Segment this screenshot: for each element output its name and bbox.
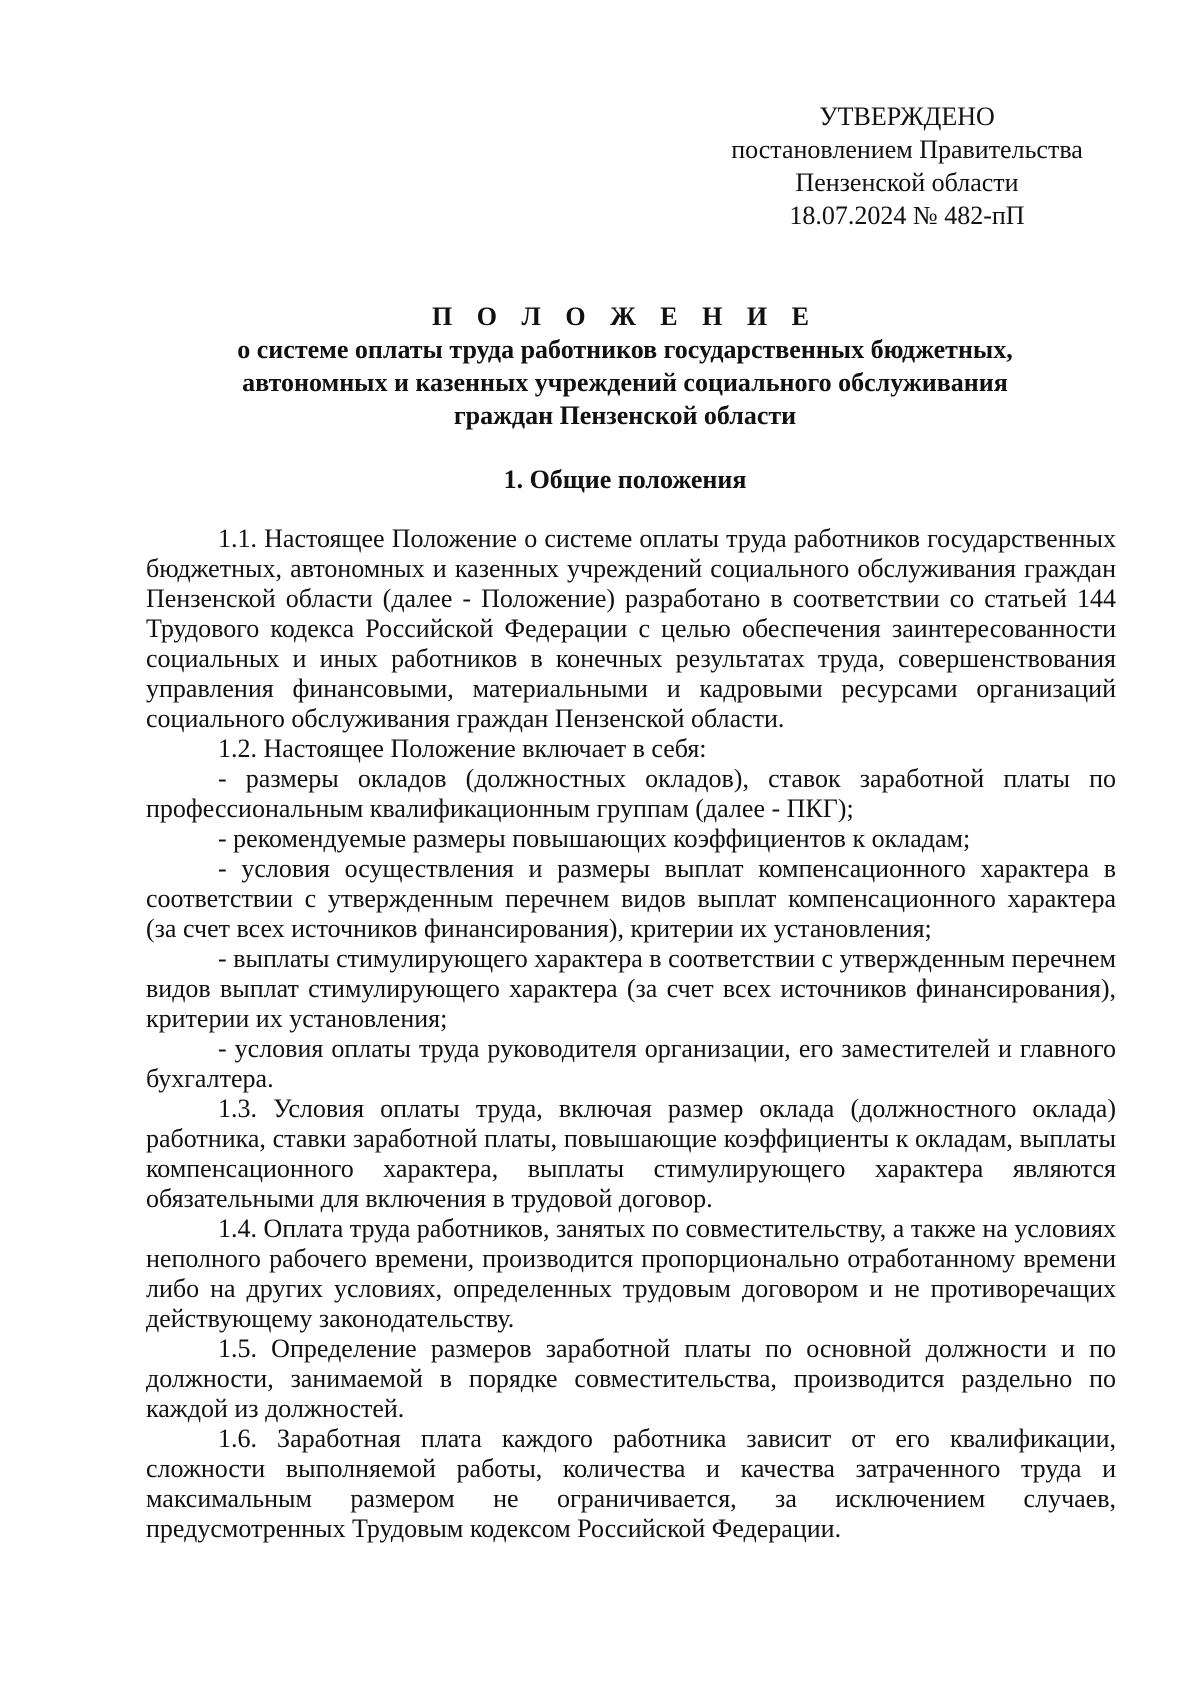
list-item: - выплаты стимулирующего характера в соответствии с утвержденным перечнем видов выплат стимулирующего характера (за счет всех источников финансирования), критерии их установления; xyxy=(146,944,1116,1033)
paragraph-1-6: 1.6. Заработная плата каждого работника зависит от его квалификации, сложности выполняемой работы, количества и качества затраченного труда и максимальным размером не ограничивается, за исключением случаев, предусмотренных Трудовым кодексом Российской Федерации. xyxy=(146,1424,1116,1543)
approval-stamp xyxy=(692,100,1122,232)
paragraph-1-5: 1.5. Определение размеров заработной платы по основной должности и по должности, занимаемой в порядке совместительства, производится раздельно по каждой из должностей. xyxy=(146,1334,1116,1423)
document-subtitle-line: о системе оплаты труда работников государственных бюджетных, xyxy=(237,335,1013,364)
approval-date-number: 18.07.2024 № 482-пП xyxy=(789,201,1025,230)
document-subtitle-line: граждан Пензенской области xyxy=(453,401,797,430)
list-item: - рекомендуемые размеры повышающих коэффициентов к окладам; xyxy=(218,824,971,853)
paragraph-1-1: 1.1. Настоящее Положение о системе оплаты труда работников государственных бюджетных, автономных и казенных учреждений социального обслуживания граждан Пензенской области (далее - Положение) разработано в соответствии со статьей 144 Трудового кодекса Российской Федерации с целью обеспечения заинтересованности социальных и иных работников в конечных результатах труда, совершенствования управления финансовыми, материальными и кадровыми ресурсами организаций социального обслуживания граждан Пензенской области. xyxy=(146,524,1116,733)
document-title: П О Л О Ж Е Н И Е xyxy=(432,302,818,331)
document-subtitle-line: автономных и казенных учреждений социального обслуживания xyxy=(242,368,1008,397)
approval-region: Пензенской области xyxy=(795,168,1019,197)
document-body xyxy=(146,524,1116,1544)
approval-status: УТВЕРЖДЕНО xyxy=(819,102,995,131)
document-heading xyxy=(140,300,1110,432)
list-item: - условия оплаты труда руководителя организации, его заместителей и главного бухгалтера. xyxy=(146,1034,1116,1093)
list-item: - условия осуществления и размеры выплат компенсационного характера в соответствии с утвержденным перечнем видов выплат компенсационного характера (за счет всех источников финансирования), критерии их установления; xyxy=(146,854,1116,943)
paragraph-1-2: 1.2. Настоящее Положение включает в себя: xyxy=(218,734,707,763)
approval-authority: постановлением Правительства xyxy=(731,135,1083,164)
section-title: 1. Общие положения xyxy=(503,465,747,494)
paragraph-1-4: 1.4. Оплата труда работников, занятых по совместительству, а также на условиях неполного рабочего времени, производится пропорционально отработанному времени либо на других условиях, определенных трудовым договором и не противоречащих действующему законодательству. xyxy=(146,1214,1116,1333)
paragraph-1-3: 1.3. Условия оплаты труда, включая размер оклада (должностного оклада) работника, ставки заработной платы, повышающие коэффициенты к окладам, выплаты компенсационного характера, выплаты стимулирующего характера являются обязательными для включения в трудовой договор. xyxy=(146,1094,1116,1213)
list-item: - размеры окладов (должностных окладов), ставок заработной платы по профессиональным квалификационным группам (далее - ПКГ); xyxy=(146,764,1116,823)
